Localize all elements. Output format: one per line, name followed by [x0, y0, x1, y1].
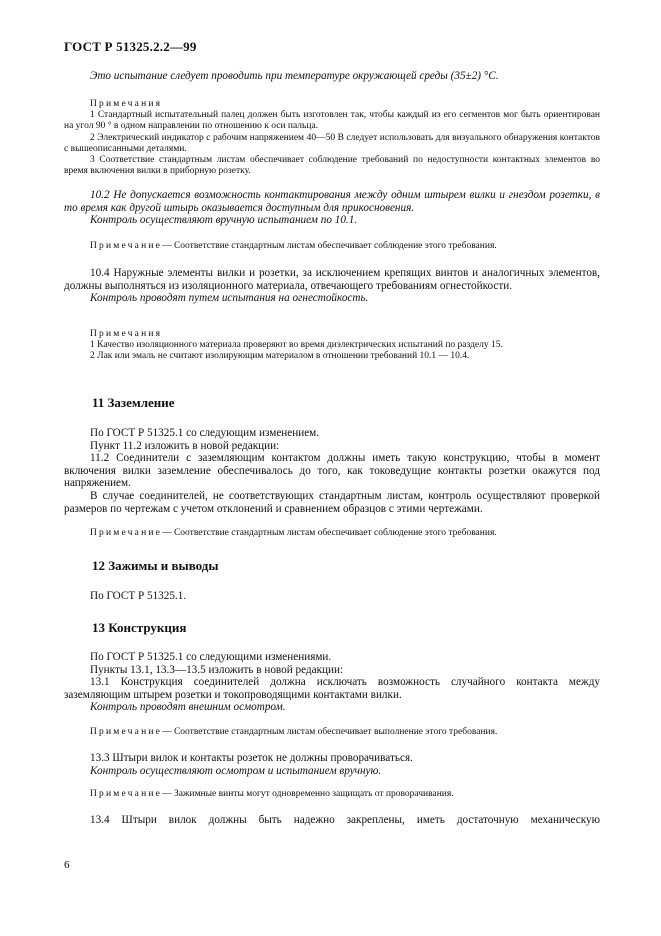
clause-13-3 [64, 752, 600, 777]
section-11-note [64, 528, 600, 539]
note-label: Примечание [90, 727, 163, 737]
test-temperature-text: Это испытание следует проводить при температуре окружающей среды (35±2) °С. [90, 70, 499, 82]
paragraph: Пункт 11.2 изложить в новой редакции: [90, 439, 280, 452]
clause-10-4-notes [64, 329, 600, 363]
paragraph: По ГОСТ Р 51325.1 со следующим изменением. [90, 427, 320, 439]
standard-header: ГОСТ Р 51325.2.2—99 [64, 39, 197, 54]
test-conditions-block [64, 70, 600, 83]
clause-10-2 [64, 189, 600, 227]
note-text: — Соответствие стандартным листам обеспечивает соблюдение этого требования. [162, 528, 497, 538]
section-12-body [64, 590, 600, 603]
note-text: 1 Стандартный испытательный палец должен быть изготовлен так, чтобы каждый из его сегментов мог быть ориентирован на угол 90 ° в одном направлении по отношению к оси пальца. [64, 110, 600, 132]
paragraph: 11.2 Соединители с заземляющим контактом должны иметь такую конструкцию, чтобы в момент включения вилки заземление обеспечивалось до того, как токоведущие контакты розетки окажутся под напряжением. [64, 452, 600, 490]
clause-13-1-note [64, 727, 600, 738]
control-text: Контроль осуществляют осмотром и испытанием вручную. [90, 764, 382, 777]
clause-13-3-note [64, 789, 600, 800]
page-number: 6 [64, 859, 70, 871]
paragraph: Пункты 13.1, 13.3—13.5 изложить в новой редакции: [90, 663, 344, 676]
note-text: 3 Соответствие стандартным листам обеспечивает соблюдение требований по недоступности контактных элементов во время включения вилки в приборную розетку. [64, 155, 600, 177]
section-11-body [64, 427, 600, 515]
note-label: Примечание [90, 528, 163, 538]
section-heading-12: 12 Зажимы и выводы [92, 558, 219, 573]
note-label: Примечание [90, 789, 163, 799]
paragraph: В случае соединителей, не соответствующих стандартным листам, контроль осуществляют проверкой размеров по чертежам с учетом отклонений и сравнением образцов с этими чертежами. [64, 489, 600, 515]
notes-label: Примечания [90, 99, 163, 109]
section-13-body [64, 651, 600, 714]
control-text: Контроль осуществляют вручную испытанием по 10.1. [90, 214, 358, 227]
notes-label: Примечания [90, 329, 163, 339]
note-text: 2 Электрический индикатор с рабочим напряжением 40—50 В следует использовать для визуального обнаружения контактов с вышеописанными деталями. [64, 132, 600, 154]
section-heading-13: 13 Конструкция [92, 620, 187, 635]
note-text: — Соответствие стандартным листам обеспечивает соблюдение этого требования. [162, 241, 497, 251]
control-text: Контроль проводят путем испытания на огнестойкость. [90, 292, 369, 305]
note-text: 1 Качество изоляционного материала проверяют во время диэлектрических испытаний по разделу 15. [90, 340, 503, 351]
control-text: Контроль проводят внешним осмотром. [90, 701, 286, 714]
paragraph: 13.3 Штыри вилок и контакты розеток не должны проворачиваться. [90, 752, 413, 764]
paragraph: 13.1 Конструкция соединителей должна исключать возможность случайного контакта между заземляющим штырем розетки и токопроводящими контактами вилки. [64, 676, 600, 701]
note-text: 2 Лак или эмаль не считают изолирующим материалом в отношении требований 10.1 — 10.4. [90, 351, 470, 362]
clause-10-2-note [64, 241, 600, 252]
paragraph: По ГОСТ Р 51325.1 со следующими изменениями. [90, 651, 332, 663]
notes-block-1 [64, 99, 600, 177]
paragraph: 13.4 Штыри вилок должны быть надежно закреплены, иметь достаточную механическую [90, 814, 600, 826]
paragraph: По ГОСТ Р 51325.1. [90, 590, 187, 602]
clause-13-4 [64, 814, 600, 827]
note-text: — Соответствие стандартным листам обеспечивает выполнение этого требования. [162, 727, 498, 737]
note-label: Примечание [90, 241, 163, 251]
clause-10-4 [64, 267, 600, 305]
section-heading-11: 11 Заземление [92, 395, 175, 410]
note-text: — Зажимные винты могут одновременно защищать от проворачивания. [162, 789, 454, 799]
clause-text: 10.4 Наружные элементы вилки и розетки, за исключением крепящих винтов и аналогичных элементов, должны выполняться из изоляционного материала, отвечающего требованиям огнестойкости. [64, 267, 600, 292]
clause-text: 10.2 Не допускается возможность контактирования между одним штырем вилки и гнездом розетки, в то время как другой штырь оказывается доступным для прикосновения. [64, 189, 600, 214]
